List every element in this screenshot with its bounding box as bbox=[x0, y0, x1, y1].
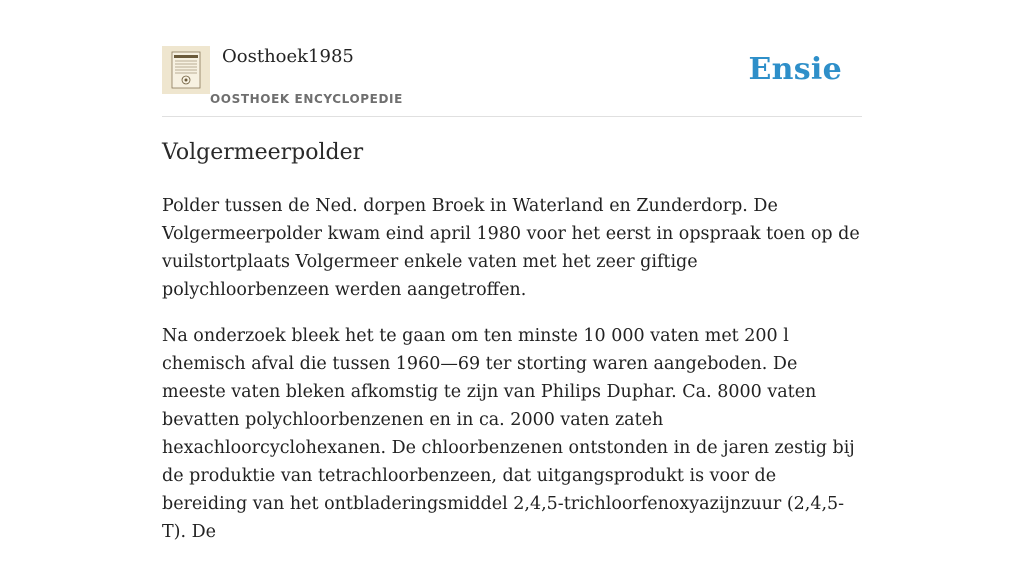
book-cover-icon bbox=[162, 46, 210, 94]
article-header bbox=[162, 0, 862, 117]
author-name[interactable]: Oosthoek1985 bbox=[222, 46, 354, 67]
article-body bbox=[162, 192, 862, 564]
page-content bbox=[162, 0, 862, 542]
article-paragraph: Polder tussen de Ned. dorpen Broek in Waterland en Zunderdorp. De Volgermeerpolder kwam eind april 1980 voor het eerst in opspraak toen op de vuilstortplaats Volgermeer enkele vaten met het zeer giftige polychloorbenzeen werden aangetroffen. bbox=[162, 196, 860, 300]
ensie-logo-link[interactable]: Ensie bbox=[748, 52, 842, 87]
source-label[interactable]: OOSTHOEK ENCYCLOPEDIE bbox=[210, 92, 403, 106]
article-paragraph: Na onderzoek bleek het te gaan om ten minste 10 000 vaten met 200 l chemisch afval die tussen 1960—69 ter storting waren aangeboden. De meeste vaten bleken afkomstig te zijn van Philips Duphar. Ca. 8000 vaten bevatten polychloorbenzenen en in ca. 2000 vaten zateh hexachloorcyclohexanen. De chloorbenzenen ontstonden in de jaren zestig bij de produktie van tetrachloorbenzeen, dat uitgangsprodukt is voor de bereiding van het ontbladeringsmiddel 2,4,5-trichloorfenoxyazijnzuur (2,4,5-T). De bbox=[162, 326, 855, 542]
article-title: Volgermeerpolder bbox=[162, 140, 364, 165]
author-avatar[interactable] bbox=[162, 46, 210, 94]
